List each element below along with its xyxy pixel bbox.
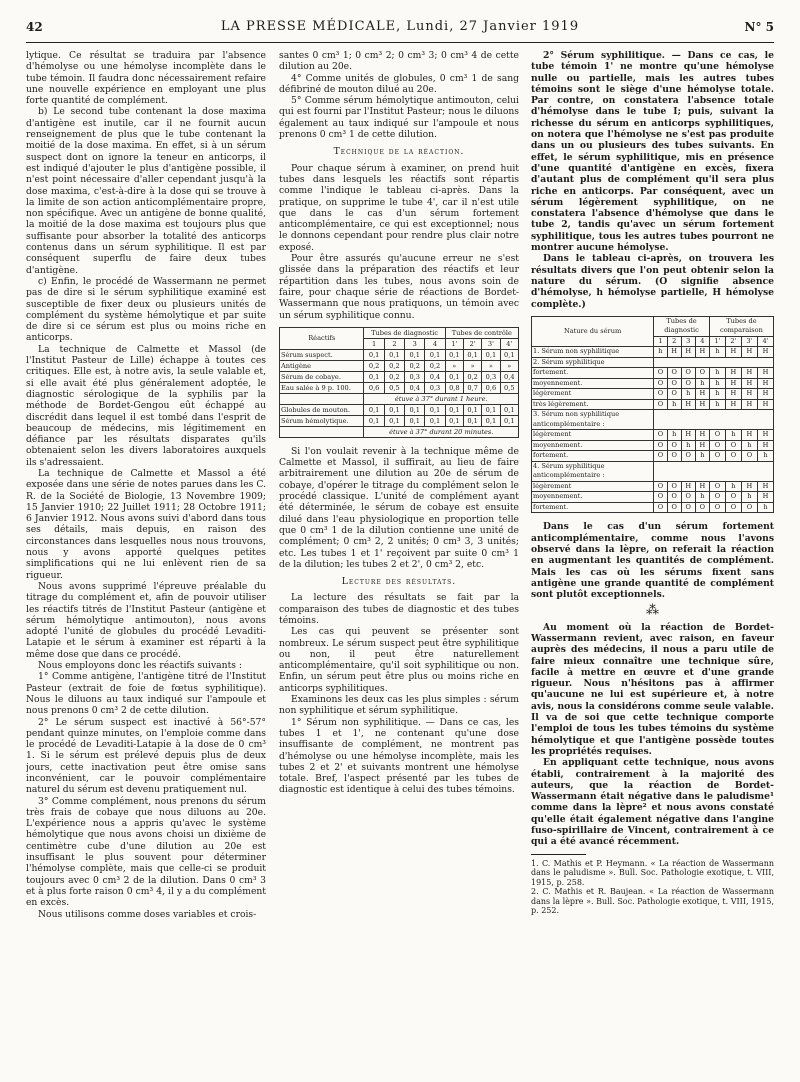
- table-cell: 0,1: [425, 415, 445, 426]
- table-cell: H: [725, 389, 741, 400]
- table-cell: O: [654, 378, 667, 389]
- table-header-controle: Tubes de contrôle: [445, 327, 518, 338]
- table-cell: O: [667, 368, 681, 379]
- table-cell: O: [654, 502, 667, 513]
- page-header: [26, 18, 774, 42]
- table-cell: 0,3: [425, 382, 445, 393]
- table-cell: »: [500, 360, 518, 371]
- table-cell: 0,8: [445, 382, 463, 393]
- table-cell: H: [757, 347, 773, 358]
- paragraph: 5° Comme sérum hémolytique antimouton, celui qui est fourni par l'Institut Pasteur; nous le diluons également au taux indiqué sur l'ampoule et nous prenons 0 cm³ 1 de cette dilution.: [279, 95, 519, 141]
- table-cell: O: [695, 502, 709, 513]
- table-cell: O: [709, 451, 725, 462]
- paragraph: Nous avons supprimé l'épreuve préalable du titrage du complément et, afin de pouvoir utiliser les réactifs titrés de l'Institut Pasteur (antigène et sérum hémolytique antimouton), nous avons adopté l'unité de globules du procédé Levaditi-Latapie et le sérum à examiner est réparti à la même dose que dans ce procédé.: [26, 580, 266, 660]
- table-cell: h: [709, 399, 725, 410]
- paragraph: La lecture des résultats se fait par la comparaison des tubes de diagnostic et des tubes témoins.: [279, 592, 519, 626]
- table-cell: h: [757, 502, 773, 513]
- row-label: Antigène: [280, 360, 364, 371]
- table-cell: H: [757, 368, 773, 379]
- group-label: 3. Sérum non syphilitique anticomplémentaire :: [532, 410, 654, 430]
- paragraph: Pour être assurés qu'aucune erreur ne s'est glissée dans la préparation des réactifs et leur répartition dans les tubes, nous avons soin de faire, pour chaque série de réactions de Bordet-Wassermann que nous pratiquons, un témoin avec un sérum syphilitique connu.: [279, 253, 519, 321]
- paragraph: 4° Comme unités de globules, 0 cm³ 1 de sang défibriné de mouton dilué au 20e.: [279, 72, 519, 95]
- table-cell: 0,1: [384, 415, 404, 426]
- row-label: moyennement.: [532, 378, 654, 389]
- table-row: [280, 382, 519, 393]
- separator-asterism: ⁂: [646, 603, 659, 619]
- tube-number: 2': [725, 336, 741, 347]
- group-row: [532, 357, 774, 368]
- table-cell: O: [654, 430, 667, 441]
- table-cell: h: [741, 440, 757, 451]
- table-cell: H: [757, 389, 773, 400]
- table-row: [280, 404, 519, 415]
- section-title: Technique de la réaction.: [333, 146, 465, 158]
- row-label: moyennement.: [532, 440, 654, 451]
- table-cell: O: [654, 451, 667, 462]
- paragraph: Examinons les deux cas les plus simples : sérum non syphilitique et sérum syphilitique.: [279, 694, 519, 717]
- table-cell: »: [463, 360, 481, 371]
- table-cell: O: [709, 502, 725, 513]
- table-row: [532, 347, 774, 358]
- table-cell: O: [725, 440, 741, 451]
- table-cell: O: [654, 492, 667, 503]
- table-cell: H: [741, 347, 757, 358]
- table-cell: h: [725, 430, 741, 441]
- table-row: [532, 502, 774, 513]
- paragraph: 2° Le sérum suspect est inactivé à 56°-57° pendant quinze minutes, on l'emploie comme dans le procédé de Levaditi-Latapie à la dose de 0 cm³ 1. Si le sérum est prélevé depuis plus de deux jours, cette inactivation peut être omise sans inconvénient, car le pouvoir complémentaire naturel du sérum est devenu pratiquement nul.: [26, 716, 266, 796]
- table-cell: 0,6: [482, 382, 500, 393]
- table-cell: O: [681, 368, 695, 379]
- table-cell: H: [725, 347, 741, 358]
- table-cell: 0,2: [425, 360, 445, 371]
- table-cell: H: [681, 347, 695, 358]
- table-cell: 0,1: [500, 404, 518, 415]
- paragraph: santes 0 cm³ 1; 0 cm³ 2; 0 cm³ 3; 0 cm³ 4 de cette dilution au 20e.: [279, 50, 519, 73]
- table-cell: 0,2: [463, 371, 481, 382]
- paragraph: Dans le cas d'un sérum fortement anticomplémentaire, comme nous l'avons observé dans la lèpre, on referait la réaction en augmentant les quantités de complément. Mais les cas où les sérums fixent sans antigène une grande quantité de complément sont plutôt exceptionnels.: [531, 521, 774, 601]
- journal-title: LA PRESSE MÉDICALE, Lundi, 27 Janvier 1919: [220, 19, 580, 34]
- table-cell: 0,5: [500, 382, 518, 393]
- table-cell: 0,6: [364, 382, 384, 393]
- table-cell: 0,3: [482, 371, 500, 382]
- table-cell: H: [667, 347, 681, 358]
- paragraph: La technique de Calmette et Massol a été exposée dans une série de notes parues dans les C. R. de la Société de Biologie, 13 Novembre 1909; 15 Janvier 1910; 22 Juillet 1911; 28 Octobre 1911; 6 Janvier 1912. Nous avons suivi d'abord dans tous ses détails, mais depuis, en raison des circonstances dans lesquelles nous nous trouvons, nous y avons apporté quelques petites simplifications qui ne lui enlèvent rien de sa rigueur.: [26, 467, 266, 581]
- group-label: 1. Sérum non syphilitique: [532, 347, 654, 358]
- table-cell: 0,1: [500, 349, 518, 360]
- table-cell: H: [681, 430, 695, 441]
- table-row: [280, 371, 519, 382]
- table-cell: O: [709, 481, 725, 492]
- table-cell: 0,7: [463, 382, 481, 393]
- row-label: légèrement: [532, 430, 654, 441]
- table-cell: O: [667, 378, 681, 389]
- table-cell: 0,1: [445, 415, 463, 426]
- paragraph: Nous employons donc les réactifs suivants :: [38, 660, 243, 672]
- table-cell: O: [709, 440, 725, 451]
- table-header-reactifs: Réactifs: [280, 327, 364, 349]
- table-cell: O: [681, 378, 695, 389]
- column-3: [531, 50, 774, 1080]
- row-label: légèrement: [532, 481, 654, 492]
- table-note-row: [280, 426, 519, 437]
- table-cell: 0,2: [364, 360, 384, 371]
- tube-number: 3: [681, 336, 695, 347]
- table-cell: O: [667, 481, 681, 492]
- table-cell: h: [757, 451, 773, 462]
- table-cell: O: [741, 451, 757, 462]
- tube-number: 3: [405, 338, 425, 349]
- table-cell: 0,1: [364, 371, 384, 382]
- table-cell: H: [757, 399, 773, 410]
- table-cell: 0,1: [445, 371, 463, 382]
- group-label: 4. Sérum syphilitique anticomplémentaire :: [532, 461, 654, 481]
- table-cell: O: [741, 502, 757, 513]
- paragraph: En appliquant cette technique, nous avons établi, contrairement à la majorité des auteurs, que la réaction de Bordet-Wassermann était négative dans le paludisme¹ comme dans la lèpre² et nous avons constaté qu'elle était également négative dans l'angine fuso-spirillaire de Vincent, contrairement à ce qui a été avancé récemment.: [531, 757, 774, 848]
- table-cell: H: [725, 378, 741, 389]
- table-cell: H: [757, 378, 773, 389]
- table-cell: H: [695, 399, 709, 410]
- paragraph: La technique de Calmette et Massol (de l'Institut Pasteur de Lille) échappe à toutes ces critiques. Elle est, à notre avis, la seule valable et, si elle avait été plus généralement adoptée, le diagnostic sérologique de la syphilis par la méthode de Bordet-Gengou eût échappé au discrédit dans lequel il est tombé dans l'esprit de beaucoup de médecins, mis légitimement en défiance par les résultats disparates qu'ils obtenaient selon les divers laboratoires auxquels ils s'adressaient.: [26, 343, 266, 468]
- table-cell: h: [709, 368, 725, 379]
- tube-number: 1: [364, 338, 384, 349]
- table-cell: h: [667, 399, 681, 410]
- group-label: 2. Sérum syphilitique: [532, 357, 654, 368]
- table-cell: O: [654, 399, 667, 410]
- table-cell: 0,1: [425, 349, 445, 360]
- table-row: [532, 378, 774, 389]
- paragraph: 1° Comme antigène, l'antigène titré de l'Institut Pasteur (extrait de foie de fœtus syphilitique). Nous le diluons au taux indiqué sur l'ampoule et nous prenons 0 cm³ 2 de cette dilution.: [26, 671, 266, 717]
- table-row: [532, 492, 774, 503]
- table-cell: h: [681, 389, 695, 400]
- table-cell: H: [695, 389, 709, 400]
- table-cell: 0,1: [405, 349, 425, 360]
- table-cell: H: [695, 347, 709, 358]
- table-cell: O: [654, 481, 667, 492]
- table-cell: 0,1: [405, 415, 425, 426]
- table-cell: O: [725, 502, 741, 513]
- table-cell: 0,2: [384, 371, 404, 382]
- table-cell: O: [667, 451, 681, 462]
- table-cell: 0,5: [384, 382, 404, 393]
- table-cell: h: [667, 430, 681, 441]
- table-cell: H: [741, 399, 757, 410]
- tube-number: 4': [500, 338, 518, 349]
- table-cell: 0,1: [463, 349, 481, 360]
- table-cell: O: [709, 492, 725, 503]
- table-cell: O: [681, 492, 695, 503]
- paragraph: Nous utilisons comme doses variables et crois-: [38, 908, 257, 920]
- row-label: Sérum suspect.: [280, 349, 364, 360]
- table-cell: H: [681, 399, 695, 410]
- table-cell: O: [725, 492, 741, 503]
- table-header-diagnostic: Tubes de diagnostic: [654, 316, 710, 336]
- table-cell: 0,1: [425, 404, 445, 415]
- table-cell: h: [695, 451, 709, 462]
- table-cell: 0,3: [405, 371, 425, 382]
- table-cell: 0,1: [482, 349, 500, 360]
- group-row: [532, 410, 774, 430]
- table-cell: O: [725, 451, 741, 462]
- table-row: [532, 440, 774, 451]
- table-cell: »: [482, 360, 500, 371]
- paragraph: Pour chaque sérum à examiner, on prend huit tubes dans lesquels les réactifs sont répartis comme l'indique le tableau ci-après. Dans la pratique, on supprime le tube 4', car il n'est utile que dans le cas d'un sérum fortement anticomplémentaire, ce qui est exceptionnel; nous le donnons cependant pour rendre plus clair notre exposé.: [279, 162, 519, 253]
- table-cell: H: [725, 399, 741, 410]
- table-header-nature: Nature du sérum: [532, 316, 654, 347]
- row-label: moyennement.: [532, 492, 654, 503]
- tube-number: 1': [445, 338, 463, 349]
- issue-number: N° 5: [744, 20, 774, 34]
- table-cell: O: [695, 368, 709, 379]
- row-label: fortement.: [532, 502, 654, 513]
- table-cell: 0,1: [463, 415, 481, 426]
- table-cell: O: [681, 451, 695, 462]
- tube-number: 1': [709, 336, 725, 347]
- footnote-rule: [531, 854, 586, 855]
- table-header-comparaison: Tubes de comparaison: [709, 316, 773, 336]
- table-cell: 0,1: [482, 404, 500, 415]
- table-cell: H: [757, 481, 773, 492]
- footnote: 2. C. Mathis et R. Baujean. « La réaction de Wassermann dans la lèpre ». Bull. Soc. Pathologie exotique, t. VIII, 1915, p. 252.: [531, 887, 774, 916]
- footnote: 1. C. Mathis et P. Heymann. « La réaction de Wassermann dans le paludisme ». Bull. Soc. Pathologie exotique, t. VIII, 1915, p. 258.: [531, 858, 774, 887]
- table-cell: h: [741, 492, 757, 503]
- table-cell: H: [725, 368, 741, 379]
- row-label: Globules de mouton.: [280, 404, 364, 415]
- table-cell: 0,1: [445, 404, 463, 415]
- row-label: très légèrement.: [532, 399, 654, 410]
- table-cell: h: [654, 347, 667, 358]
- section-title: Lecture des résultats.: [341, 576, 457, 588]
- results-table: [531, 316, 774, 514]
- paragraph: b) Le second tube contenant la dose maxima d'antigène est inutile, car il ne fournit aucun renseignement de plus que le tube contenant la moitié de la dose maxima. En effet, si à un sérum suspect dont on ignore la teneur en anticorps, il est indiqué d'ajouter le plus d'antigène possible, il n'est point nécessaire d'aller cependant jusqu'à la dose maxima, c'est-à-dire à la dose qui se trouve à la limite de son action anticomplémentaire propre, non spécifique. Avec un antigène de bonne qualité, la moitié de la dose maxima est toujours plus que suffisante pour absorber la totalité des anticorps contenus dans un sérum syphilitique. Il est par conséquent superflu de faire deux tubes d'antigène.: [26, 106, 266, 276]
- column-1: [26, 50, 266, 1080]
- row-label: Eau salée à 9 p. 100.: [280, 382, 364, 393]
- table-cell: 0,1: [445, 349, 463, 360]
- column-2: [279, 50, 519, 1080]
- tube-number: 3': [741, 336, 757, 347]
- table-cell: O: [667, 440, 681, 451]
- table-cell: H: [695, 481, 709, 492]
- tube-number: 1: [654, 336, 667, 347]
- table-cell: 0,1: [482, 415, 500, 426]
- table-row: [532, 430, 774, 441]
- table-cell: 0,1: [364, 404, 384, 415]
- table-cell: H: [741, 368, 757, 379]
- table-cell: O: [667, 502, 681, 513]
- table-cell: O: [681, 502, 695, 513]
- table-cell: H: [741, 378, 757, 389]
- table-row: [532, 399, 774, 410]
- table-cell: O: [709, 430, 725, 441]
- tube-number: 2: [384, 338, 404, 349]
- row-label: Sérum hémolytique.: [280, 415, 364, 426]
- table-cell: O: [667, 492, 681, 503]
- header-rule: [26, 42, 774, 43]
- table-cell: H: [757, 492, 773, 503]
- table-header-diagnostic: Tubes de diagnostic: [364, 327, 445, 338]
- table-cell: 0,4: [405, 382, 425, 393]
- tube-number: 2': [463, 338, 481, 349]
- table-cell: 0,1: [405, 404, 425, 415]
- table-cell: O: [654, 368, 667, 379]
- table-note-row: [280, 393, 519, 404]
- incubation-note: étuve à 37° durant 20 minutes.: [364, 426, 519, 437]
- table-cell: 0,4: [500, 371, 518, 382]
- table-cell: H: [695, 440, 709, 451]
- paragraph: 1° Sérum non syphilitique. — Dans ce cas, les tubes 1 et 1', ne contenant qu'une dose insuffisante de complément, ne montrent pas d'hémolyse ou une hémolyse incomplète, mais les tubes 2 et 2' et suivants montrent une hémolyse totale. Bref, l'aspect présenté par les tubes de diagnostic est identique à celui des tubes témoins.: [279, 716, 519, 796]
- table-cell: h: [709, 389, 725, 400]
- tube-number: 2: [667, 336, 681, 347]
- table-cell: H: [695, 430, 709, 441]
- table-cell: »: [445, 360, 463, 371]
- row-label: Sérum de cobaye.: [280, 371, 364, 382]
- table-row: [280, 415, 519, 426]
- paragraph: lytique. Ce résultat se traduira par l'absence d'hémolyse ou une hémolyse incomplète dans le tube témoin. Il faudra donc nécessairement refaire une nouvelle expérience en employant une plus forte quantité de complément.: [26, 50, 266, 107]
- table-row: [532, 481, 774, 492]
- page-number: 42: [26, 20, 43, 34]
- incubation-note: étuve à 37° durant 1 heure.: [364, 393, 519, 404]
- table-cell: h: [725, 481, 741, 492]
- group-row: [532, 461, 774, 481]
- tube-number: 4: [695, 336, 709, 347]
- table-cell: 0,1: [500, 415, 518, 426]
- tube-number: 3': [482, 338, 500, 349]
- table-row: [532, 451, 774, 462]
- table-cell: O: [667, 389, 681, 400]
- table-row: [280, 360, 519, 371]
- table-cell: h: [681, 440, 695, 451]
- row-label: légèrement: [532, 389, 654, 400]
- row-label: fortement.: [532, 451, 654, 462]
- paragraph: c) Enfin, le procédé de Wassermann ne permet pas de dire si le sérum syphilitique examiné est susceptible de fixer deux ou plusieurs unités de complément du système hémolytique et par suite de dire si ce sérum est plus ou moins riche en anticorps.: [26, 275, 266, 344]
- table-cell: 0,1: [384, 349, 404, 360]
- table-cell: H: [741, 481, 757, 492]
- table-cell: h: [709, 378, 725, 389]
- table-cell: H: [681, 481, 695, 492]
- table-cell: H: [757, 440, 773, 451]
- paragraph: 2° Sérum syphilitique. — Dans ce cas, le tube témoin 1' ne montre qu'une hémolyse nulle ou partielle, mais les autres tubes témoins sont le siège d'une hémolyse totale. Par contre, on constatera l'absence totale d'hémolyse dans le tube I; puis, suivant la richesse du sérum en anticorps syphilitiques, on notera que l'hémolyse ne s'est pas produite dans un ou plusieurs des tubes suivants. En effet, le sérum syphilitique, mis en présence d'une quantité d'antigène en excès, fixera d'autant plus de complément qu'il sera plus riche en anticorps. Par conséquent, avec un sérum légèrement syphilitique, on ne constatera l'absence d'hémolyse que dans le tube 2, tandis qu'avec un sérum fortement syphilitique, tous les autres tubes pourront ne montrer aucune hémolyse.: [531, 50, 774, 254]
- table-row: [280, 349, 519, 360]
- paragraph: Les cas qui peuvent se présenter sont nombreux. Le sérum suspect peut être syphilitique ou non, il peut être naturellement anticomplémentaire, qu'il soit syphilitique ou non. Enfin, un sérum peut être plus ou moins riche en anticorps syphilitiques.: [279, 626, 519, 694]
- table-cell: H: [757, 430, 773, 441]
- row-label: fortement.: [532, 368, 654, 379]
- table-cell: 0,1: [364, 349, 384, 360]
- tube-number: 4: [425, 338, 445, 349]
- table-cell: h: [709, 347, 725, 358]
- table-cell: 0,4: [425, 371, 445, 382]
- paragraph: Dans le tableau ci-après, on trouvera les résultats divers que l'on peut obtenir selon la nature du sérum. (O signifie absence d'hémolyse, h hémolyse partielle, H hémolyse complète.): [531, 253, 774, 310]
- table-cell: H: [741, 389, 757, 400]
- table-cell: 0,2: [405, 360, 425, 371]
- tube-number: 4': [757, 336, 773, 347]
- reagents-table: [279, 327, 519, 438]
- table-cell: O: [654, 389, 667, 400]
- paragraph: Au moment où la réaction de Bordet-Wassermann revient, avec raison, en faveur auprès des médecins, il nous a paru utile de faire mieux connaître une technique sûre, facile à mettre en œuvre et d'une grande rigueur. Nous n'hésitons pas à affirmer qu'aucune ne lui est supérieure et, à notre avis, nous la considérons comme seule valable. Il va de soi que cette technique comporte l'emploi de tous les tubes témoins du système hémolytique et que l'antigène possède toutes les propriétés requises.: [531, 621, 774, 757]
- table-row: [532, 389, 774, 400]
- table-cell: O: [654, 440, 667, 451]
- table-cell: 0,1: [384, 404, 404, 415]
- table-cell: H: [741, 430, 757, 441]
- table-cell: 0,2: [384, 360, 404, 371]
- table-cell: 0,1: [463, 404, 481, 415]
- paragraph: Si l'on voulait revenir à la technique même de Calmette et Massol, il suffirait, au lieu de faire arbitrairement une dilution au 20e de sérum de cobaye, d'opérer le titrage du complément selon le procédé classique. L'unité de complément ayant été déterminée, le sérum de cobaye est ensuite dilué dans l'eau physiologique en proportion telle que 0 cm³ 1 de la dilution contienne une unité de complément; 0 cm³ 2, 2 unités; 0 cm³ 3, 3 unités; etc. Les tubes 1 et 1' reçoivent par suite 0 cm³ 1 de la dilution; les tubes 2 et 2', 0 cm³ 2, etc.: [279, 445, 519, 570]
- table-cell: 0,1: [364, 415, 384, 426]
- table-cell: h: [695, 378, 709, 389]
- paragraph: 3° Comme complément, nous prenons du sérum très frais de cobaye que nous diluons au 20e. L'expérience nous a appris qu'avec le système hémolytique que nous avons choisi un dixième de centimètre cube d'une dilution au 20e est insuffisant le plus souvent pour déterminer l'hémolyse complète, mais que celle-ci se produit toujours avec 0 cm³ 2 de la dilution. Dans 0 cm³ 3 et à plus forte raison 0 cm³ 4, il y a du complément en excès.: [26, 795, 266, 909]
- table-row: [532, 368, 774, 379]
- table-cell: h: [695, 492, 709, 503]
